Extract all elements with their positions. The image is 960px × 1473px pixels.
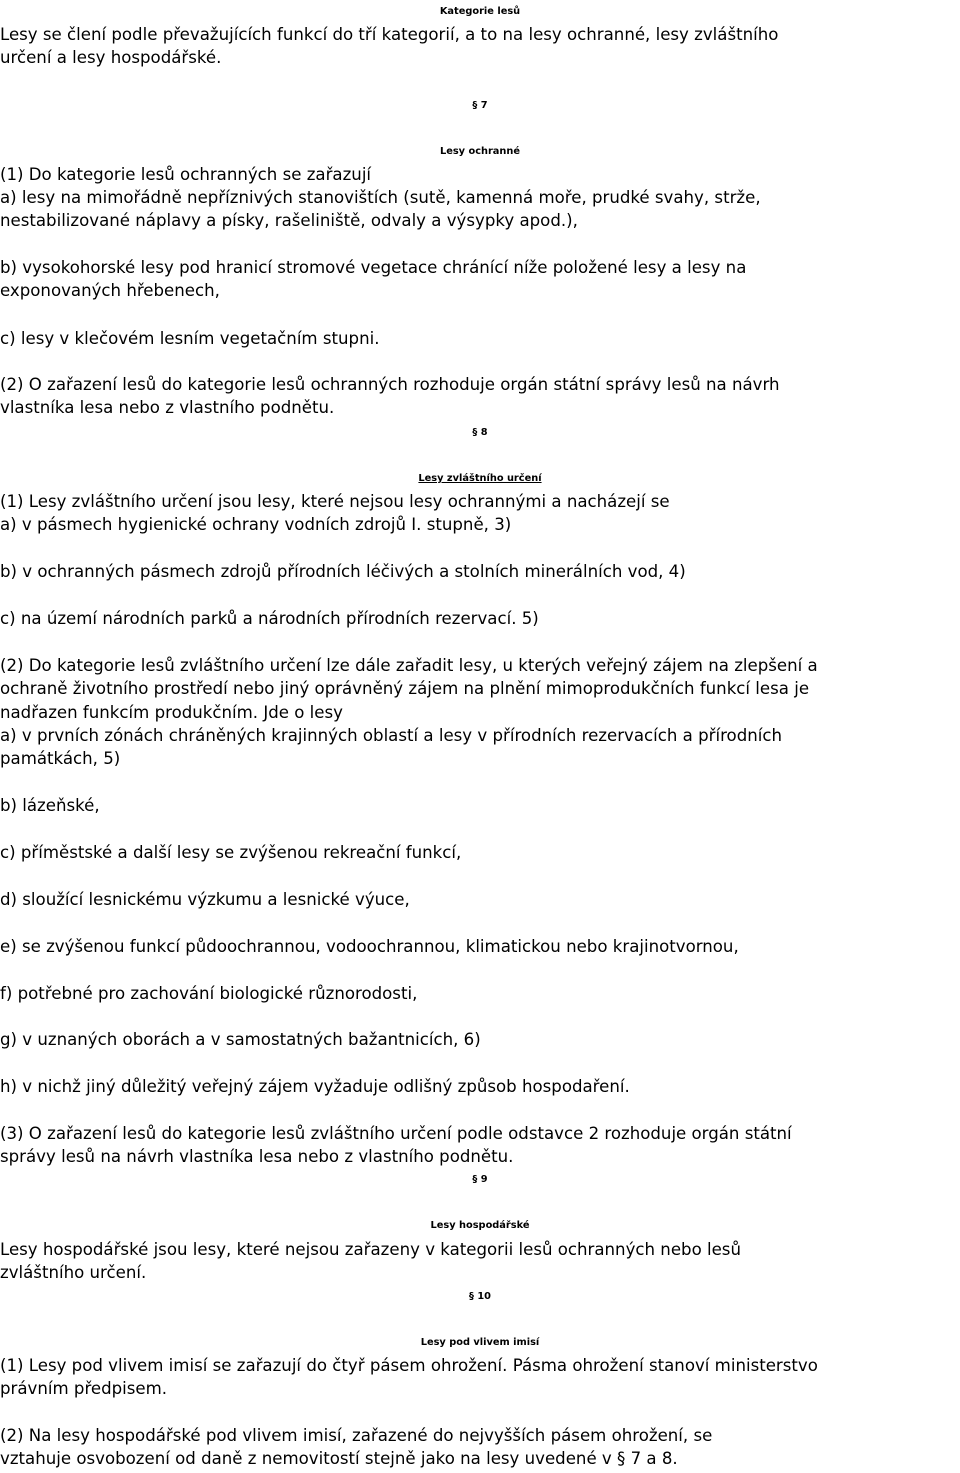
s8-line-1: (1) Lesy zvláštního určení jsou lesy, které nejsou lesy ochrannými a nacházejí se bbox=[0, 492, 670, 511]
s8-line-7: nadřazen funkcím produkčním. Jde o lesy bbox=[0, 703, 343, 722]
heading-kategorie-lesu: Kategorie lesů bbox=[439, 6, 521, 17]
s10-line-2: právním předpisem. bbox=[0, 1379, 168, 1398]
s8-line-14: f) potřebné pro zachování biologické různorodosti, bbox=[0, 984, 418, 1003]
s8-line-18: správy lesů na návrh vlastníka lesa nebo z vlastního podnětu. bbox=[0, 1147, 514, 1166]
s8-line-2: a) v pásmech hygienické ochrany vodních zdrojů I. stupně, 3) bbox=[0, 515, 512, 534]
s7-line-4: b) vysokohorské lesy pod hranicí stromové vegetace chránící níže položené lesy a lesy na bbox=[0, 258, 747, 277]
s9-line-1: Lesy hospodářské jsou lesy, které nejsou zařazeny v kategorii lesů ochranných nebo lesů bbox=[0, 1240, 741, 1259]
s7-line-8: vlastníka lesa nebo z vlastního podnětu. bbox=[0, 398, 335, 417]
intro-line-1: Lesy se člení podle převažujících funkcí do tří kategorií, a to na lesy ochranné, lesy zvláštního bbox=[0, 25, 779, 44]
s8-line-3: b) v ochranných pásmech zdrojů přírodních léčivých a stolních minerálních vod, 4) bbox=[0, 562, 686, 581]
s7-line-7: (2) O zařazení lesů do kategorie lesů ochranných rozhoduje orgán státní správy lesů na návrh bbox=[0, 375, 780, 394]
s8-line-12: d) sloužící lesnickému výzkumu a lesnické výuce, bbox=[0, 890, 410, 909]
section-8-number: § 8 bbox=[472, 427, 488, 438]
intro-line-2: určení a lesy hospodářské. bbox=[0, 48, 222, 67]
s10-line-1: (1) Lesy pod vlivem imisí se zařazují do čtyř pásem ohrožení. Pásma ohrožení stanoví ministerstvo bbox=[0, 1356, 818, 1375]
s8-line-17: (3) O zařazení lesů do kategorie lesů zvláštního určení podle odstavce 2 rozhoduje orgán státní bbox=[0, 1124, 792, 1143]
section-10-title: Lesy pod vlivem imisí bbox=[420, 1337, 540, 1348]
s10-line-3: (2) Na lesy hospodářské pod vlivem imisí, zařazené do nejvyšších pásem ohrožení, se bbox=[0, 1426, 713, 1445]
section-10-number: § 10 bbox=[469, 1291, 491, 1302]
s10-line-4: vztahuje osvobození od daně z nemovitostí stejně jako na lesy uvedené v § 7 a 8. bbox=[0, 1449, 678, 1468]
s7-line-5: exponovaných hřebenech, bbox=[0, 281, 220, 300]
s7-line-3: nestabilizované náplavy a písky, rašeliniště, odvaly a výsypky apod.), bbox=[0, 211, 578, 230]
section-9-number: § 9 bbox=[472, 1174, 488, 1185]
s7-line-2: a) lesy na mimořádně nepříznivých stanovištích (sutě, kamenná moře, prudké svahy, strže, bbox=[0, 188, 761, 207]
s8-line-5: (2) Do kategorie lesů zvláštního určení lze dále zařadit lesy, u kterých veřejný zájem na zlepšení a bbox=[0, 656, 818, 675]
s8-line-11: c) příměstské a další lesy se zvýšenou rekreační funkcí, bbox=[0, 843, 462, 862]
section-9-title: Lesy hospodářské bbox=[430, 1220, 530, 1231]
s8-line-10: b) lázeňské, bbox=[0, 796, 100, 815]
s8-line-9: památkách, 5) bbox=[0, 749, 121, 768]
s7-line-6: c) lesy v klečovém lesním vegetačním stupni. bbox=[0, 329, 380, 348]
section-7-number: § 7 bbox=[472, 100, 488, 111]
s8-line-16: h) v nichž jiný důležitý veřejný zájem vyžaduje odlišný způsob hospodaření. bbox=[0, 1077, 630, 1096]
s8-line-4: c) na území národních parků a národních přírodních rezervací. 5) bbox=[0, 609, 539, 628]
s7-line-1: (1) Do kategorie lesů ochranných se zařazují bbox=[0, 165, 372, 184]
s8-line-13: e) se zvýšenou funkcí půdoochrannou, vodoochrannou, klimatickou nebo krajinotvornou, bbox=[0, 937, 739, 956]
section-8-title: Lesy zvláštního určení bbox=[418, 473, 542, 484]
s8-line-6: ochraně životního prostředí nebo jiný oprávněný zájem na plnění mimoprodukčních funkcí lesa je bbox=[0, 679, 810, 698]
section-7-title: Lesy ochranné bbox=[439, 146, 521, 157]
s9-line-2: zvláštního určení. bbox=[0, 1263, 147, 1282]
s8-line-8: a) v prvních zónách chráněných krajinných oblastí a lesy v přírodních rezervacích a přírodních bbox=[0, 726, 783, 745]
s8-line-15: g) v uznaných oborách a v samostatných bažantnicích, 6) bbox=[0, 1030, 481, 1049]
